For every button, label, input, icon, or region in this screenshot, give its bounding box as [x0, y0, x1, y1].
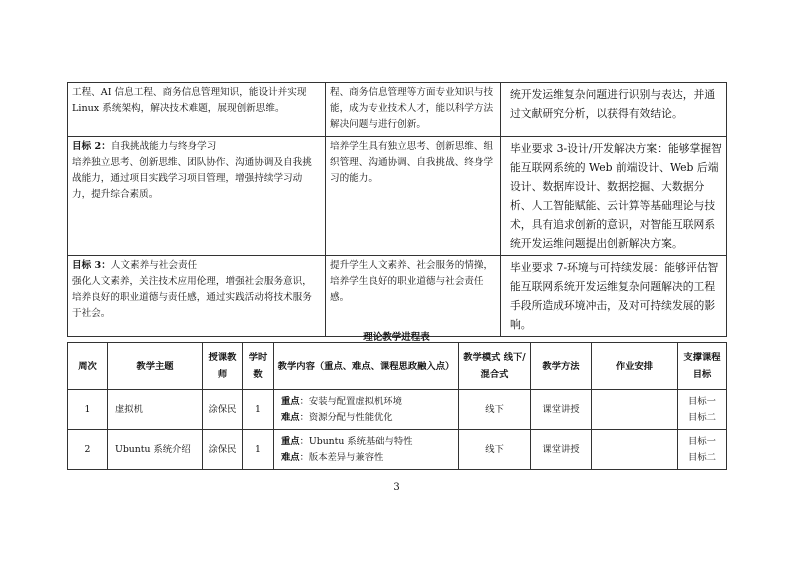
teacher-cell: 涂保民	[203, 430, 243, 470]
difficulty-label: 难点	[281, 451, 300, 463]
goal-3-graduation-requirement: 毕业要求 7-环境与可持续发展：能够评估智能互联网系统开发运维复杂问题解决的工程手段所造成环境冲击，及对可持续发展的影响。	[501, 255, 727, 336]
targets-cell	[678, 390, 727, 430]
difficulty-label: 难点	[281, 411, 300, 423]
teacher-cell: 涂保民	[203, 390, 243, 430]
header-method: 教学方法	[531, 343, 592, 390]
week-cell: 2	[68, 430, 108, 470]
key-point-text: ：安装与配置虚拟机环境	[299, 395, 402, 407]
goal-2-ability: 培养学生具有独立思考、创新思维、组织管理、沟通协调、自我挑战、终身学习的能力。	[326, 136, 501, 255]
page-number: 3	[393, 482, 400, 493]
table-row	[68, 390, 727, 430]
course-goals-table	[67, 82, 727, 337]
header-mode: 教学模式 线下/混合式	[459, 343, 531, 390]
homework-cell	[592, 390, 678, 430]
schedule-header-row	[68, 343, 727, 390]
header-teacher: 授课教师	[203, 343, 243, 390]
goal-2-text: 培养独立思考、创新思维、团队协作、沟通协调及自我挑战能力，通过项目实践学习项目管理，增强持续学习动力，提升综合素质。	[72, 156, 312, 201]
teaching-schedule-table	[67, 342, 727, 470]
hours-cell: 1	[243, 430, 274, 470]
goal-3-title: 人文素养与社会责任	[110, 259, 198, 271]
mode-cell: 线下	[459, 430, 531, 470]
key-point-label: 重点	[281, 395, 300, 407]
goal-3-title-label: 目标 3：	[72, 259, 111, 271]
homework-cell	[592, 430, 678, 470]
content-cell	[274, 390, 459, 430]
goal-3-text: 强化人文素养，关注技术应用伦理，增强社会服务意识，培养良好的职业道德与责任感，通过实践活动将技术服务于社会。	[72, 275, 312, 320]
goal-1-ability: 程、商务信息管理等方面专业知识与技能，成为专业技术人才，能以科学方法解决问题与进行创新。	[326, 83, 501, 137]
goal-row-1	[68, 83, 727, 137]
header-content: 教学内容（重点、难点、课程思政融入点）	[274, 343, 459, 390]
difficulty-text: ：资源分配与性能优化	[299, 411, 393, 423]
header-week: 周次	[68, 343, 108, 390]
target-1: 目标一	[688, 395, 716, 407]
method-cell: 课堂讲授	[531, 430, 592, 470]
target-2: 目标二	[688, 451, 716, 463]
goal-2-title-label: 目标 2：	[72, 140, 111, 152]
schedule-title: 理论教学进程表	[363, 332, 430, 343]
goal-row-2	[68, 136, 727, 255]
goal-2-description	[68, 136, 326, 255]
week-cell: 1	[68, 390, 108, 430]
header-homework: 作业安排	[592, 343, 678, 390]
method-cell: 课堂讲授	[531, 390, 592, 430]
goal-3-description	[68, 255, 326, 336]
goal-2-graduation-requirement: 毕业要求 3-设计/开发解决方案：能够掌握智能互联网系统的 Web 前端设计、Web 后端设计、数据库设计、数据挖掘、大数据分析、人工智能赋能、云计算等基础理论与技术，具有追求创新的意识，对智能互联网系统开发运维问题提出创新解决方案。	[501, 136, 727, 255]
goal-2-title: 自我挑战能力与终身学习	[110, 140, 217, 152]
header-targets: 支撑课程目标	[678, 343, 727, 390]
goal-row-3	[68, 255, 727, 336]
goal-3-ability: 提升学生人文素养、社会服务的情操，培养学生良好的职业道德与社会责任感。	[326, 255, 501, 336]
table-row	[68, 430, 727, 470]
header-hours: 学时数	[243, 343, 274, 390]
goal-1-description: 工程、AI 信息工程、商务信息管理知识，能设计并实现 Linux 系统架构，解决技术难题，展现创新思维。	[68, 83, 326, 137]
key-point-label: 重点	[281, 435, 300, 447]
topic-cell: Ubuntu 系统介绍	[108, 430, 203, 470]
targets-cell	[678, 430, 727, 470]
difficulty-text: ：版本差异与兼容性	[299, 451, 384, 463]
content-cell	[274, 430, 459, 470]
topic-cell: 虚拟机	[108, 390, 203, 430]
header-topic: 教学主题	[108, 343, 203, 390]
target-2: 目标二	[688, 411, 716, 423]
key-point-text: ：Ubuntu 系统基础与特性	[299, 435, 413, 447]
target-1: 目标一	[688, 435, 716, 447]
mode-cell: 线下	[459, 390, 531, 430]
goal-1-graduation-requirement: 统开发运维复杂问题进行识别与表达，并通过文献研究分析，以获得有效结论。	[501, 83, 727, 137]
hours-cell: 1	[243, 390, 274, 430]
